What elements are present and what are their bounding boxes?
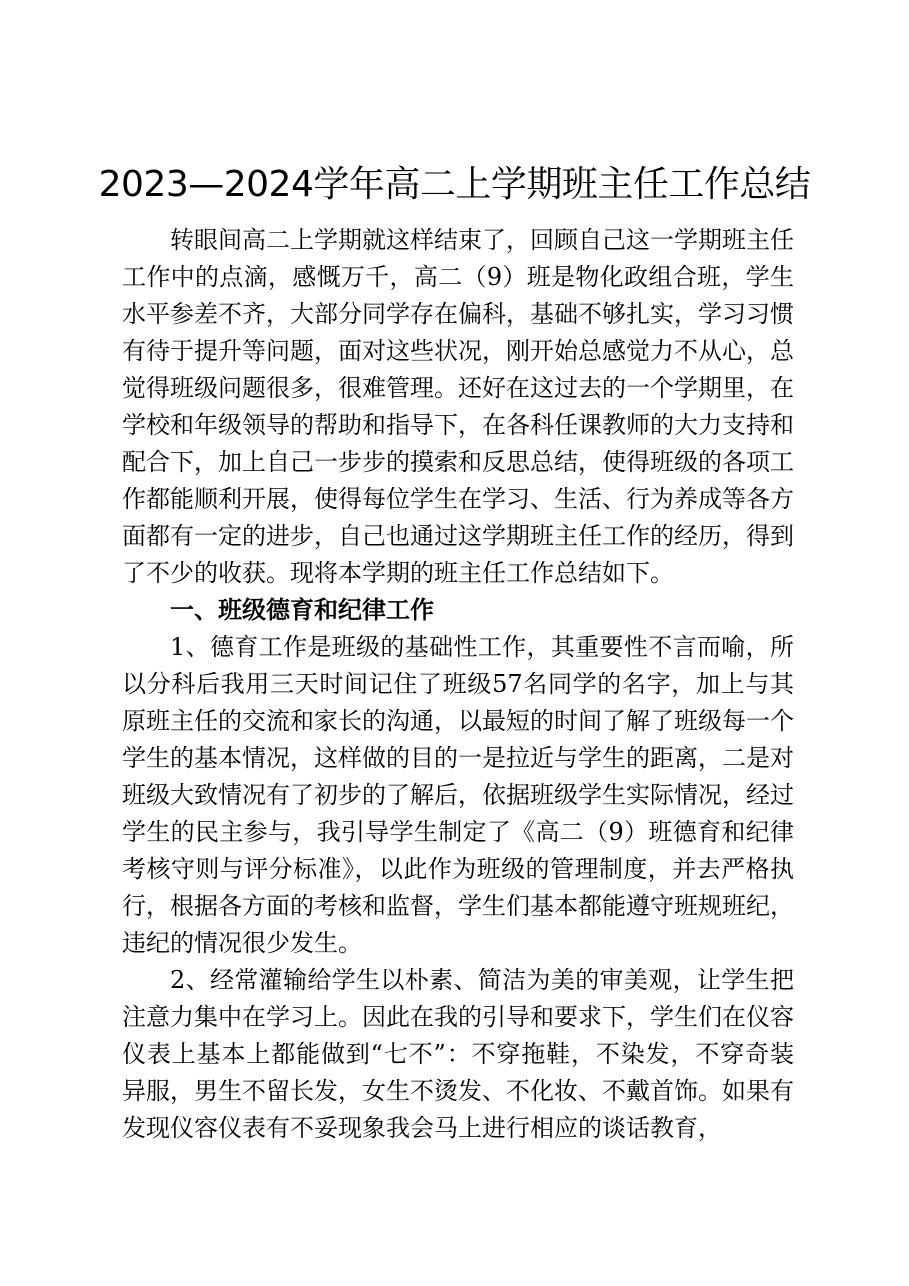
intro-paragraph: 转眼间高二上学期就这样结束了，回顾自己这一学期班主任工作中的点滴，感慨万千，高二（9）班是物化政组合班，学生水平参差不齐，大部分同学存在偏科，基础不够扎实，学习习惯有待于提升等问题，面对这些状况，刚开始总感觉力不从心，总觉得班级问题很多，很难管理。还好在这过去的一个学期里，在学校和年级领导的帮助和指导下，在各科任课教师的大力支持和配合下，加上自己一步步的摸索和反思总结，使得班级的各项工作都能顺利开展，使得每位学生在学习、生活、行为养成等各方面都有一定的进步，自己也通过这学期班主任工作的经历，得到了不少的收获。现将本学期的班主任工作总结如下。 xyxy=(122,226,794,587)
paragraph-1: 1、德育工作是班级的基础性工作，其重要性不言而喻，所以分科后我用三天时间记住了班级57名同学的名字，加上与其原班主任的交流和家长的沟通，以最短的时间了解了班级每一个学生的基本情况，这样做的目的一是拉近与学生的距离，二是对班级大致情况有了初步的了解后，依据班级学生实际情况，经过学生的民主参与，我引导学生制定了《高二（9）班德育和纪律考核守则与评分标准》，以此作为班级的管理制度，并去严格执行，根据各方面的考核和监督，学生们基本都能遵守班规班纪，违纪的情况很少发生。 xyxy=(122,633,794,957)
section-heading: 一、班级德育和纪律工作 xyxy=(170,596,434,624)
document-title: 2023—2024学年高二上学期班主任工作总结 xyxy=(98,164,811,205)
document-body xyxy=(122,222,794,1147)
paragraph-2: 2、经常灌输给学生以朴素、简洁为美的审美观，让学生把注意力集中在学习上。因此在我的引导和要求下，学生们在仪容仪表上基本上都能做到“七不”：不穿拖鞋，不染发，不穿奇装异服，男生不留长发，女生不烫发、不化妆、不戴首饰。如果有发现仪容仪表有不妥现象我会马上进行相应的谈话教育， xyxy=(122,966,794,1142)
